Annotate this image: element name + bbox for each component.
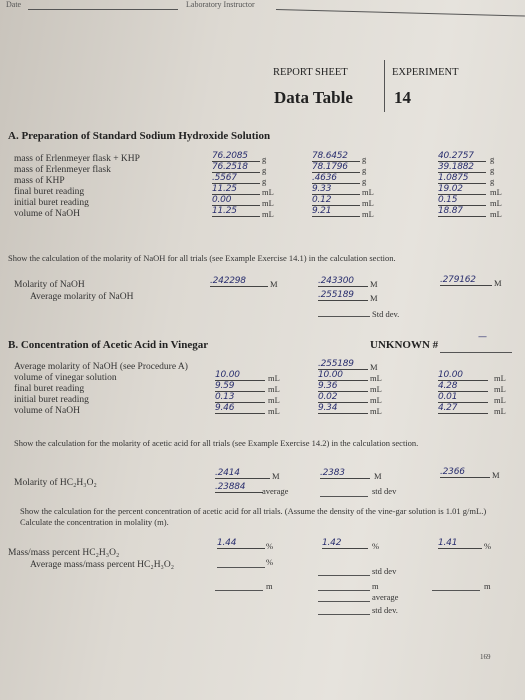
- part-a-unit: g: [362, 176, 367, 186]
- part-a-value: .4636: [312, 173, 360, 184]
- part-b-unit: mL: [268, 395, 280, 405]
- part-a-value: 76.2518: [212, 162, 260, 173]
- part-a-value: 40.2757: [438, 151, 486, 162]
- part-b-row-label: initial buret reading: [14, 395, 89, 405]
- std-dev-label: std dev: [372, 486, 397, 496]
- part-b-value: 4.28: [438, 381, 488, 392]
- part-b-unit: mL: [494, 384, 506, 394]
- part-b-value: 0.13: [215, 392, 265, 403]
- part-b-unit: mL: [370, 384, 382, 394]
- std-dev-line: [318, 575, 370, 576]
- pct-unit: %: [266, 541, 274, 551]
- avg-molarity-naoh-label: Average molarity of NaOH: [30, 292, 134, 302]
- molarity-acetic-trial-2: .2383: [320, 468, 370, 479]
- part-b-value: 9.59: [215, 381, 265, 392]
- report-sheet-title: REPORT SHEET: [273, 67, 348, 78]
- part-a-value: 11.25: [212, 206, 260, 217]
- part-b-value: 0.02: [318, 392, 368, 403]
- part-b-unit: M: [370, 362, 378, 372]
- date-label: Date: [6, 0, 22, 9]
- part-b-unit: mL: [268, 384, 280, 394]
- part-b-value: 9.34: [318, 403, 368, 414]
- part-b-value: .255189: [318, 359, 368, 370]
- part-a-value: 9.21: [312, 206, 360, 217]
- part-a-value: 39.1882: [438, 162, 486, 173]
- unit-m: M: [374, 471, 382, 481]
- data-table-title: Data Table: [274, 88, 353, 107]
- part-b-value: 4.27: [438, 403, 488, 414]
- part-a-value: 76.2085: [212, 151, 260, 162]
- part-b-title: B. Concentration of Acetic Acid in Vinegar: [8, 339, 209, 351]
- avg-mass-pct-line: [217, 567, 265, 568]
- part-a-unit: g: [490, 154, 495, 164]
- part-b-unit: mL: [268, 406, 280, 416]
- unknown-label: UNKNOWN #: [370, 339, 439, 351]
- molality-line-1: [215, 590, 263, 591]
- header-divider: [384, 60, 385, 112]
- unknown-line: [440, 352, 512, 353]
- molality-unit: m: [266, 581, 273, 591]
- part-b-unit: mL: [494, 406, 506, 416]
- part-a-row-label: initial buret reading: [14, 198, 89, 208]
- experiment-label: EXPERIMENT: [392, 67, 459, 78]
- unit-m: M: [272, 471, 280, 481]
- mass-pct-trial-2: 1.42: [322, 538, 368, 549]
- std-dev-label: std dev.: [372, 605, 398, 615]
- date-line: [28, 9, 178, 10]
- part-a-unit: g: [362, 165, 367, 175]
- page-number: 169: [480, 653, 491, 661]
- part-b-value: 9.46: [215, 403, 265, 414]
- unit-m: M: [492, 470, 500, 480]
- avg-molality-line: [318, 601, 370, 602]
- part-b-show-calc: Show the calculation for the molarity of acetic acid for all trials (see Example Exercise 14.2) in the calculation section.: [14, 438, 419, 448]
- part-a-row-label: final buret reading: [14, 187, 85, 197]
- part-a-value: 11.25: [212, 184, 260, 195]
- molarity-acetic-trial-3: .2366: [440, 467, 490, 478]
- mass-pct-trial-3: 1.41: [438, 538, 482, 549]
- molarity-acetic-trial-1: .2414: [215, 468, 270, 479]
- part-a-unit: g: [262, 176, 267, 186]
- molality-unit: m: [484, 581, 491, 591]
- part-a-value: 18.87: [438, 206, 486, 217]
- molality-unit: m: [372, 581, 379, 591]
- part-b-row-label: volume of NaOH: [14, 406, 80, 416]
- std-dev-label: std dev: [372, 566, 397, 576]
- part-a-unit: g: [490, 165, 495, 175]
- avg-molarity-naoh: .255189: [318, 290, 368, 301]
- mass-pct-label: Mass/mass percent HC₂H₃O₂: [8, 548, 120, 558]
- part-b-row-label: final buret reading: [14, 384, 85, 394]
- molality-line-3: [432, 590, 480, 591]
- unit-m: M: [270, 279, 278, 289]
- molarity-naoh-label: Molarity of NaOH: [14, 280, 85, 290]
- part-a-unit: g: [490, 176, 495, 186]
- part-a-show-calc: Show the calculation of the molarity of NaOH for all trials (see Example Exercise 14.1) in the calculation section.: [8, 253, 396, 263]
- molarity-acetic-average: .23884: [215, 482, 263, 493]
- molarity-naoh-trial-3: .279162: [440, 275, 492, 286]
- part-b-unit: mL: [370, 373, 382, 383]
- part-a-row-label: volume of NaOH: [14, 209, 80, 219]
- unit-m: M: [494, 278, 502, 288]
- part-b-value: 0.01: [438, 392, 488, 403]
- part-b-value: 10.00: [215, 370, 265, 381]
- part-a-unit: mL: [362, 209, 374, 219]
- part-a-value: 78.6452: [312, 151, 360, 162]
- part-a-value: 78.1796: [312, 162, 360, 173]
- part-b-unit: mL: [494, 395, 506, 405]
- molality-line-2: [318, 590, 370, 591]
- part-a-row-label: mass of KHP: [14, 176, 65, 186]
- std-dev-line: [318, 316, 370, 317]
- pct-unit: %: [266, 557, 274, 567]
- molarity-naoh-trial-2: .243300: [318, 276, 368, 287]
- part-b-show-calc-2: Show the calculation for the percent concentration of acetic acid for all trials. (Assume the density of the vine-gar solution is 1.01 g/mL.) Calculate the concentration in molality (m).: [20, 506, 487, 527]
- part-a-value: 1.0875: [438, 173, 486, 184]
- part-b-unit: mL: [370, 406, 382, 416]
- part-a-unit: mL: [262, 198, 274, 208]
- unit-m: M: [370, 293, 378, 303]
- part-a-unit: mL: [362, 198, 374, 208]
- part-a-unit: g: [262, 154, 267, 164]
- unit-m: M: [370, 279, 378, 289]
- std-dev-label: Std dev.: [372, 309, 400, 319]
- part-b-unit: mL: [370, 395, 382, 405]
- part-a-title: A. Preparation of Standard Sodium Hydroxide Solution: [8, 130, 271, 142]
- part-a-unit: mL: [490, 198, 502, 208]
- part-b-unit: mL: [494, 373, 506, 383]
- instructor-line: [276, 9, 525, 17]
- part-a-value: 0.12: [312, 195, 360, 206]
- pct-unit: %: [484, 541, 492, 551]
- part-b-value: 9.36: [318, 381, 368, 392]
- part-a-unit: g: [262, 165, 267, 175]
- part-a-row-label: mass of Erlenmeyer flask + KHP: [14, 154, 140, 164]
- part-b-row-label: volume of vinegar solution: [14, 373, 117, 383]
- unknown-value: —: [478, 332, 487, 342]
- part-a-unit: mL: [262, 187, 274, 197]
- part-b-unit: mL: [268, 373, 280, 383]
- std-dev-line: [318, 614, 370, 615]
- mass-pct-trial-1: 1.44: [217, 538, 265, 549]
- part-a-value: 9.33: [312, 184, 360, 195]
- pct-unit: %: [372, 541, 380, 551]
- average-label: average: [372, 592, 399, 602]
- avg-mass-pct-label: Average mass/mass percent HC₂H₃O₂: [30, 560, 175, 570]
- part-a-unit: mL: [262, 209, 274, 219]
- part-a-unit: mL: [490, 209, 502, 219]
- experiment-number: 14: [394, 88, 411, 107]
- std-dev-line: [320, 496, 368, 497]
- average-label: average: [262, 486, 289, 496]
- part-a-value: .5567: [212, 173, 260, 184]
- part-b-value: 10.00: [438, 370, 488, 381]
- molarity-acetic-label: Molarity of HC₂H₃O₂: [14, 478, 97, 488]
- instructor-label: Laboratory Instructor: [186, 0, 255, 9]
- part-a-unit: mL: [362, 187, 374, 197]
- part-a-unit: g: [362, 154, 367, 164]
- molarity-naoh-trial-1: .242298: [210, 276, 268, 287]
- part-a-value: 0.15: [438, 195, 486, 206]
- part-a-row-label: mass of Erlenmeyer flask: [14, 165, 111, 175]
- part-a-value: 19.02: [438, 184, 486, 195]
- part-b-value: 10.00: [318, 370, 368, 381]
- part-b-row-label: Average molarity of NaOH (see Procedure A): [14, 362, 188, 372]
- part-a-unit: mL: [490, 187, 502, 197]
- part-a-value: 0.00: [212, 195, 260, 206]
